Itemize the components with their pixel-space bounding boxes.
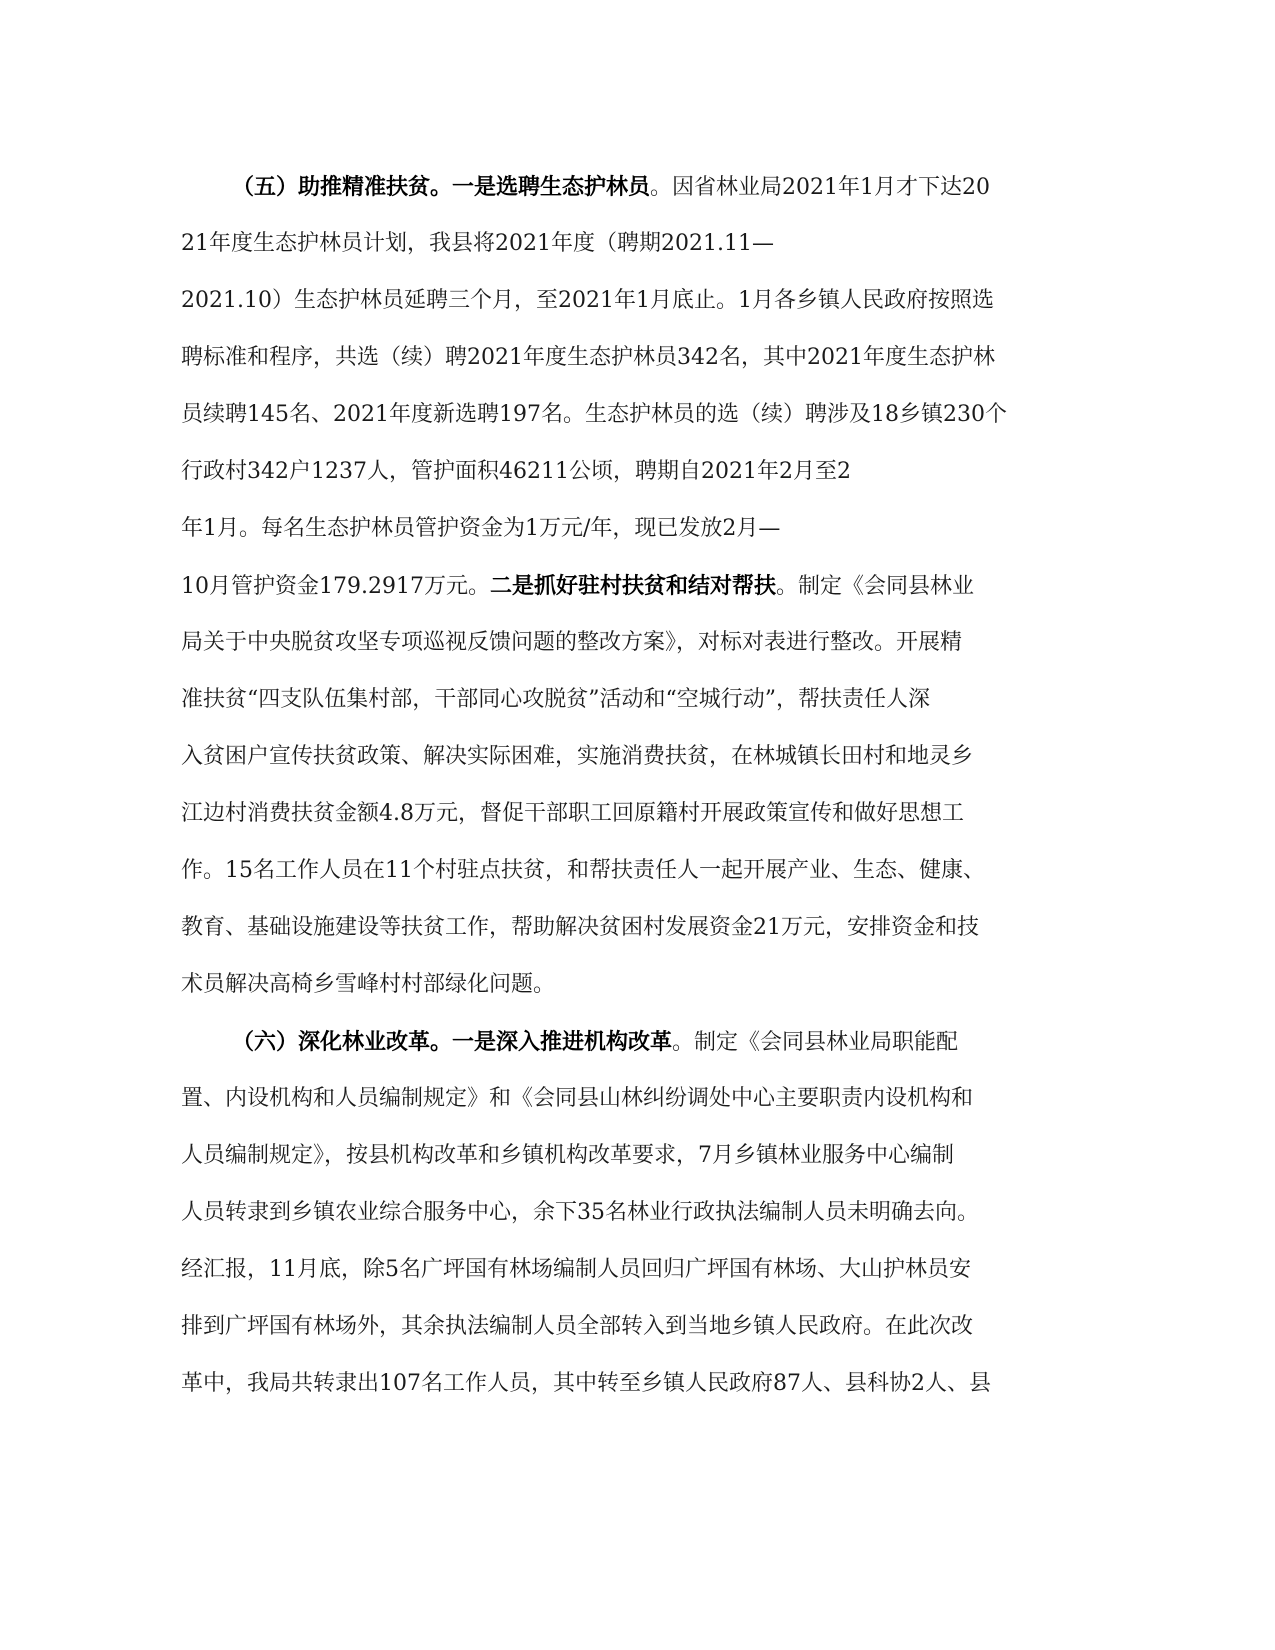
section6-point1-title: 一是深入推进机构改革 bbox=[452, 1029, 673, 1055]
section5-line-8 bbox=[181, 571, 974, 602]
section6-line-7: 革中，我局共转隶出107名工作人员，其中转至乡镇人民政府87人、县科协2人、县 bbox=[181, 1371, 991, 1396]
section5-line-8-start: 10月管护资金179.2917万元。 bbox=[181, 574, 490, 599]
section6-line-3: 人员编制规定》，按县机构改革和乡镇机构改革要求，7月乡镇林业服务中心编制 bbox=[181, 1143, 954, 1168]
section5-line-3: 2021.10）生态护林员延聘三个月，至2021年1月底止。1月各乡镇人民政府按照选 bbox=[181, 288, 994, 313]
section5-line-4: 聘标准和程序，共选（续）聘2021年度生态护林员342名，其中2021年度生态护林 bbox=[181, 345, 995, 370]
section6-line-5: 经汇报，11月底，除5名广坪国有林场编制人员回归广坪国有林场、大山护林员安 bbox=[181, 1257, 971, 1282]
section6-line-2: 置、内设机构和人员编制规定》和《会同县山林纠纷调处中心主要职责内设机构和 bbox=[181, 1086, 974, 1111]
section5-line-6: 行政村342户1237人，管护面积46211公顷，聘期自2021年2月至2 bbox=[181, 459, 851, 484]
section5-line-12: 江边村消费扶贫金额4.8万元，督促干部职工回原籍村开展政策宣传和做好思想工 bbox=[181, 801, 964, 826]
section5-point2-title: 二是抓好驻村扶贫和结对帮扶 bbox=[489, 573, 776, 599]
section5-line-9: 局关于中央脱贫攻坚专项巡视反馈问题的整改方案》，对标对表进行整改。开展精 bbox=[181, 630, 963, 655]
section6-line-4: 人员转隶到乡镇农业综合服务中心，余下35名林业行政执法编制人员未明确去向。 bbox=[181, 1200, 979, 1225]
section5-line-14: 教育、基础设施建设等扶贫工作，帮助解决贫困村发展资金21万元，安排资金和技 bbox=[181, 915, 979, 940]
section5-line-2: 21年度生态护林员计划，我县将2021年度（聘期2021.11— bbox=[181, 231, 774, 256]
section5-heading: （五）助推精准扶贫。 bbox=[232, 174, 453, 200]
section5-point1-title: 一是选聘生态护林员 bbox=[452, 174, 651, 200]
section5-line-10: 准扶贫“四支队伍集村部，干部同心攻脱贫”活动和“空城行动”，帮扶责任人深 bbox=[181, 687, 930, 712]
section5-line-15: 术员解决高椅乡雪峰村村部绿化问题。 bbox=[181, 972, 556, 997]
section5-line-1 bbox=[232, 172, 990, 203]
section5-line-11: 入贫困户宣传扶贫政策、解决实际困难，实施消费扶贫，在林城镇长田村和地灵乡 bbox=[181, 744, 974, 769]
section6-line-6: 排到广坪国有林场外，其余执法编制人员全部转入到当地乡镇人民政府。在此次改 bbox=[181, 1314, 974, 1339]
section5-line-5: 员续聘145名、2021年度新选聘197名。生态护林员的选（续）聘涉及18乡镇230个 bbox=[181, 402, 1007, 427]
section6-line-1-text: 。制定《会同县林业局职能配 bbox=[672, 1030, 959, 1055]
section6-heading: （六）深化林业改革。 bbox=[232, 1029, 453, 1055]
section6-line-1 bbox=[232, 1027, 958, 1058]
section5-line-1-text: 。因省林业局2021年1月才下达20 bbox=[650, 175, 991, 200]
section5-line-7: 年1月。每名生态护林员管护资金为1万元/年，现已发放2月— bbox=[181, 516, 781, 541]
section5-line-8-rest: 。制定《会同县林业 bbox=[775, 574, 974, 599]
section5-line-13: 作。15名工作人员在11个村驻点扶贫，和帮扶责任人一起开展产业、生态、健康、 bbox=[181, 858, 985, 883]
